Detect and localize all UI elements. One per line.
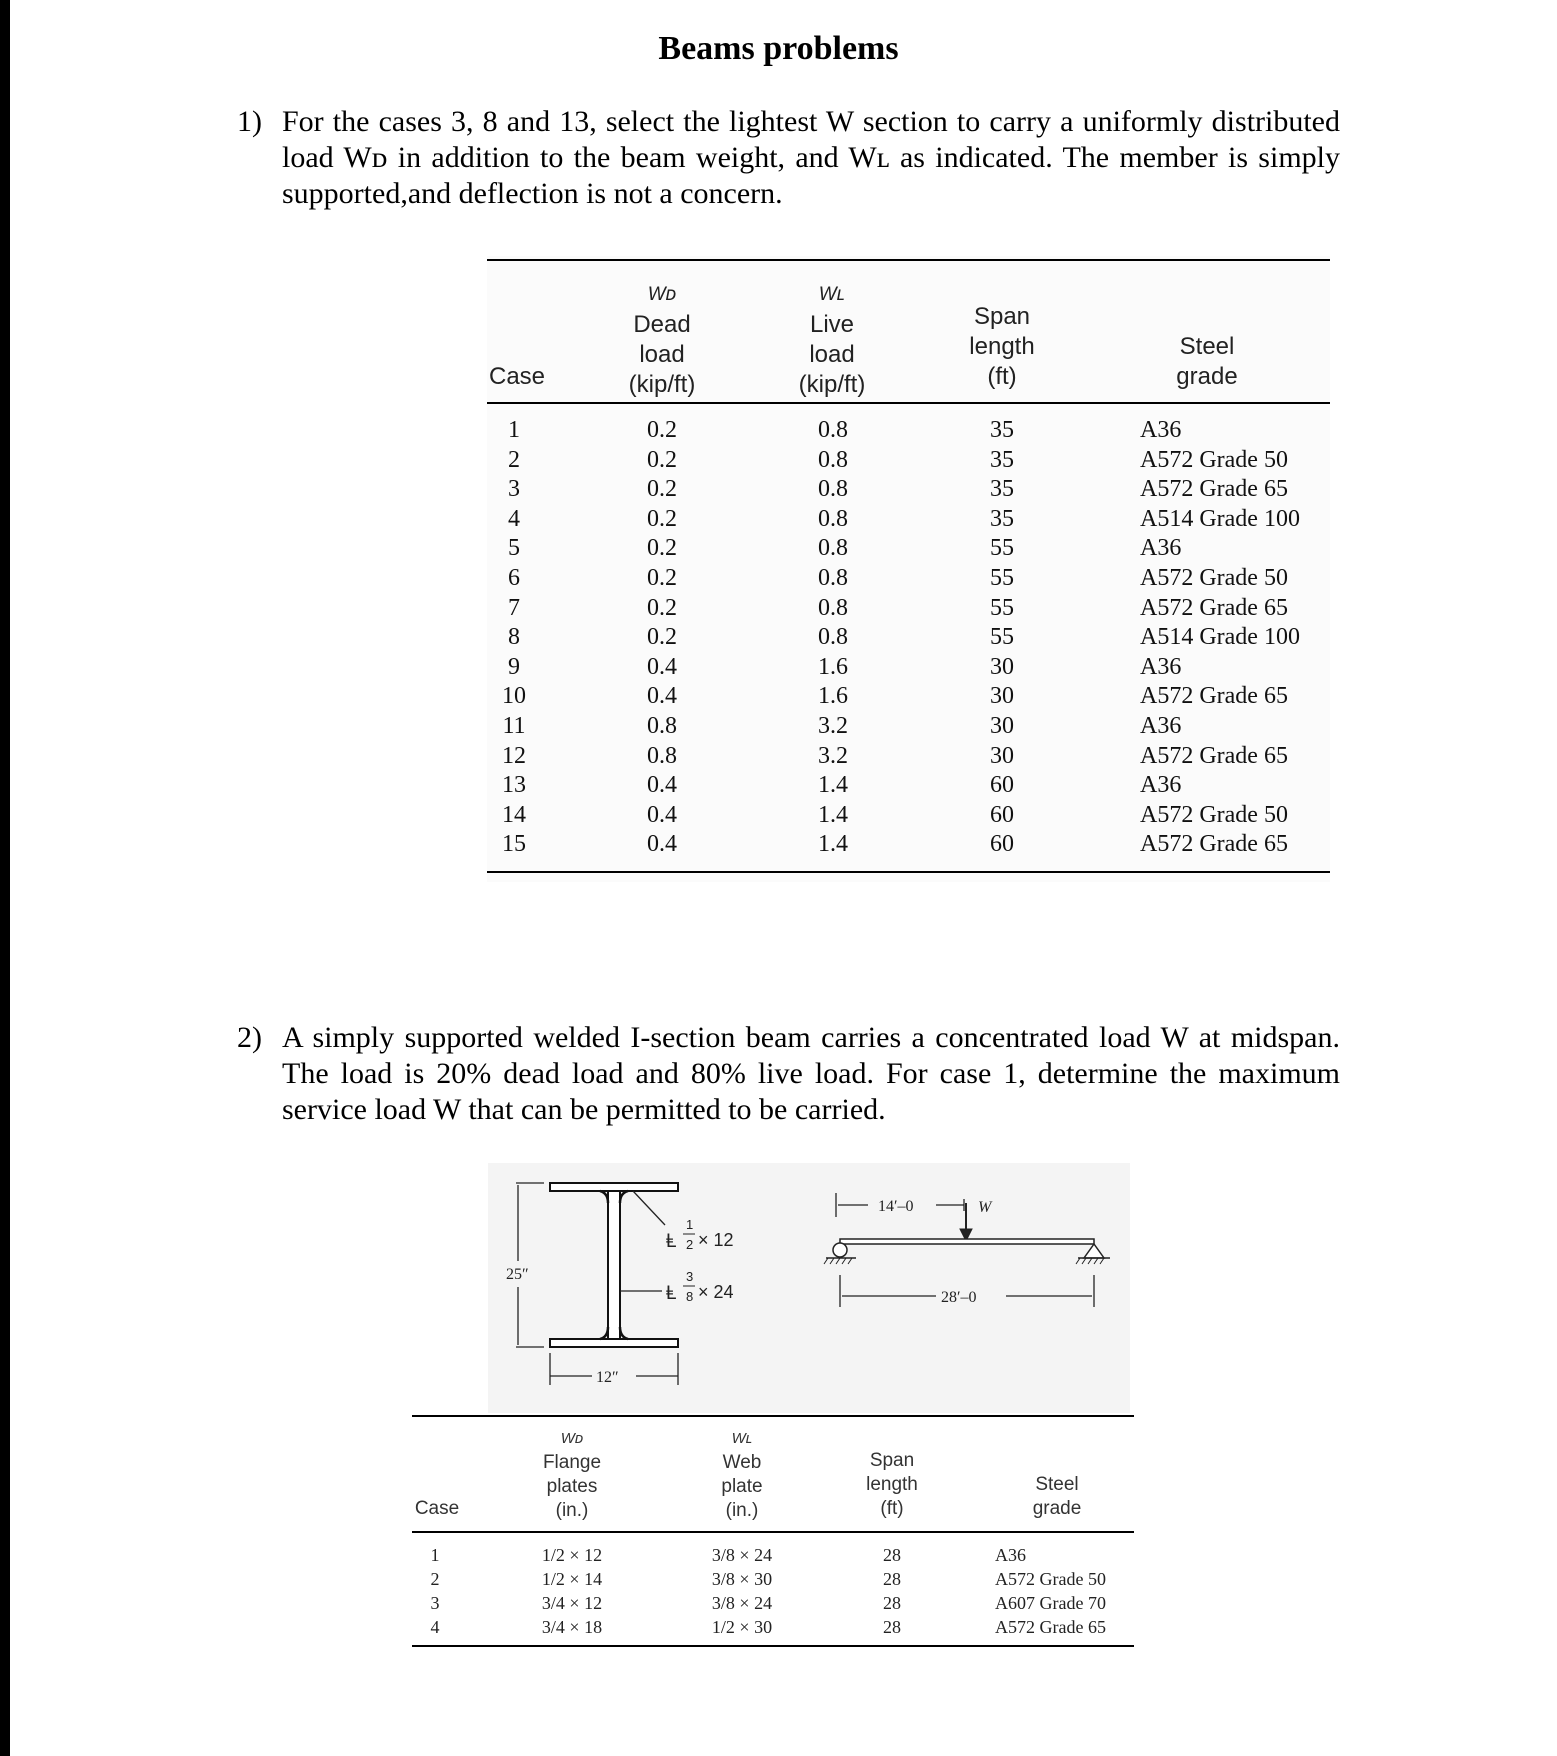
table1-cell: A572 Grade 65 [1140,476,1288,503]
table1-cell: 14 [502,801,526,828]
table1-cell: A572 Grade 65 [1140,683,1288,710]
load-label: W [978,1199,992,1216]
table-2-header-flange: Wᴅ Flange plates (in.) [532,1427,612,1523]
span-label: 28′–0 [941,1289,977,1306]
table1-cell: 0.8 [818,624,848,651]
table2-cell: 1/2 × 12 [541,1545,603,1565]
table1-cell: 0.2 [647,505,677,532]
beam-figure-svg [488,1163,1130,1413]
problem-1-number: 1) [237,105,262,138]
table2-cell: 1/2 × 30 [711,1617,773,1637]
table2-cell: 28 [883,1569,901,1589]
table-2-col-grade [995,1543,1135,1639]
table1-cell: 3 [508,476,520,503]
table1-cell: A572 Grade 50 [1140,564,1288,591]
table1-cell: 8 [508,624,520,651]
table-2-header-grade: Steel grade [1032,1474,1082,1519]
web-fraction-den: 8 [686,1289,694,1304]
bottom-flange [550,1339,678,1347]
table1-cell: 55 [990,624,1014,651]
table-1-col-case [489,416,539,860]
table2-cell: A572 Grade 65 [995,1617,1106,1637]
table1-cell: 0.2 [647,446,677,473]
table1-cell: 1.6 [818,683,848,710]
table2-cell: A607 Grade 70 [995,1593,1106,1613]
table1-cell: A572 Grade 65 [1140,831,1288,858]
table1-cell: 4 [508,505,520,532]
table1-cell: 30 [990,712,1014,739]
table2-cell: 3/4 × 18 [541,1617,603,1637]
table-2-col-case [412,1543,458,1639]
right-roller-support [1084,1244,1104,1258]
table1-cell: 30 [990,742,1014,769]
table-1-header-live-load: Wʟ Live load (kip/ft) [787,280,877,400]
web-size: × 24 [698,1282,734,1302]
table1-cell: 13 [502,772,526,799]
table-2 [412,1413,1134,1653]
table1-cell: A36 [1140,712,1182,739]
table1-cell: 0.2 [647,417,677,443]
table-1-header-grade: Steel grade [1176,333,1238,390]
flange-fraction-den: 2 [686,1237,694,1252]
table1-cell: A572 Grade 50 [1140,446,1288,473]
table1-cell: A514 Grade 100 [1140,505,1300,532]
table1-cell: 10 [502,683,526,710]
page-title: Beams problems [658,30,899,67]
table1-cell: 11 [502,712,526,739]
table1-cell: 1 [508,417,520,443]
table1-cell: 0.8 [818,594,848,621]
table1-cell: 30 [990,683,1014,710]
top-flange [550,1183,678,1191]
table-2-header-web: Wʟ Web plate (in.) [702,1427,782,1523]
table1-cell: 60 [990,831,1014,858]
flange-size: × 12 [698,1230,734,1250]
table2-cell: 3/8 × 30 [711,1569,773,1589]
i-section-dimensions [516,1183,678,1385]
table2-cell: 3/8 × 24 [711,1545,773,1565]
table1-cell: 6 [508,564,520,591]
table1-cell: 0.2 [647,594,677,621]
table-1-header-dead-load: Wᴅ Dead load (kip/ft) [617,280,707,400]
beam [840,1239,1094,1244]
table1-cell: 0.4 [647,772,677,799]
left-edge-bar [0,0,10,1756]
table1-cell: A36 [1140,535,1182,562]
table-2-col-span [867,1543,917,1639]
problem-2-number: 2) [237,1021,262,1054]
table2-cell: 28 [883,1545,901,1565]
table1-cell: 0.8 [818,535,848,562]
left-pin-support [833,1243,847,1257]
table-1-bottom-rule [487,871,1330,873]
wd-symbol: Wᴅ [647,284,677,305]
problem-1-text: For the cases 3, 8 and 13, select the lightest W section to carry a uniformly distributed load Wᴅ in addition to the beam weight, and Wʟ as indicated. The member is simply supported,and deflection is not a concern. [282,105,1340,210]
flange-leader [633,1191,665,1225]
table2-cell: 28 [883,1593,901,1613]
table1-cell: A572 Grade 50 [1140,801,1288,828]
web-plate-symbol: Ⱡ [666,1283,677,1304]
table1-cell: 0.8 [818,505,848,532]
table1-cell: 12 [502,742,526,769]
left-support-hatch [824,1258,852,1264]
table-1 [487,256,1330,882]
table1-cell: 0.2 [647,476,677,503]
half-span-label: 14′–0 [878,1198,914,1215]
table1-cell: 35 [990,446,1014,473]
table-2-bottom-rule [412,1645,1134,1647]
table1-cell: 55 [990,564,1014,591]
wl-symbol: Wʟ [818,284,846,305]
table2-cell: 28 [883,1617,901,1637]
depth-label: 25″ [506,1266,529,1283]
table1-cell: 60 [990,772,1014,799]
table1-cell: A514 Grade 100 [1140,624,1300,651]
table-2-top-rule [412,1415,1134,1417]
table-1-top-rule [487,259,1330,261]
table1-cell: 9 [508,653,520,680]
table-1-col-dead [632,416,692,860]
table1-cell: 1.6 [818,653,848,680]
table1-cell: 0.4 [647,831,677,858]
table1-cell: A572 Grade 65 [1140,594,1288,621]
table1-cell: 60 [990,801,1014,828]
table1-cell: 0.8 [647,742,677,769]
table1-cell: 7 [508,594,520,621]
table1-cell: 0.2 [647,624,677,651]
table-1-col-span [972,416,1032,860]
table1-cell: A36 [1140,772,1182,799]
table2-cell: 3/4 × 12 [541,1593,603,1613]
table2-cell: 1 [430,1545,440,1565]
table1-cell: 0.8 [818,446,848,473]
table1-cell: 5 [508,535,520,562]
table1-cell: 35 [990,505,1014,532]
table1-cell: 0.8 [647,712,677,739]
wd-symbol-2: Wᴅ [560,1430,584,1447]
table-1-header-case: Case [488,363,546,390]
table1-cell: 1.4 [818,801,848,828]
table-2-col-web [682,1543,802,1639]
width-label: 12″ [596,1369,619,1386]
flange-plate-symbol: Ⱡ [666,1231,677,1252]
web-fraction-num: 3 [686,1269,694,1284]
flange-fraction-num: 1 [686,1217,694,1232]
table1-cell: 0.4 [647,653,677,680]
table-2-header-case: Case [414,1498,460,1519]
table-1-col-live [803,416,863,860]
web-plate [608,1191,620,1339]
table-2-col-flange [512,1543,632,1639]
table1-cell: 55 [990,535,1014,562]
table1-cell: 0.8 [818,417,848,443]
table-2-header-span: Span length (ft) [866,1450,918,1519]
right-support-hatch [1076,1258,1104,1264]
table-1-header-span: Span length (ft) [969,303,1035,390]
table1-cell: A36 [1140,653,1182,680]
table1-cell: 2 [508,446,520,473]
wl-symbol-2: Wʟ [731,1430,753,1447]
table1-cell: 1.4 [818,831,848,858]
table2-cell: A572 Grade 50 [995,1569,1106,1589]
table1-cell: 55 [990,594,1014,621]
table2-cell: A36 [995,1545,1026,1565]
table1-cell: 0.4 [647,801,677,828]
table2-cell: 2 [430,1569,440,1589]
table1-cell: 15 [502,831,526,858]
table2-cell: 3/8 × 24 [711,1593,773,1613]
table2-cell: 1/2 × 14 [541,1569,603,1589]
table-1-col-grade [1140,416,1330,860]
table1-cell: A36 [1140,417,1182,443]
table1-cell: A572 Grade 65 [1140,742,1288,769]
table2-cell: 3 [430,1593,440,1613]
table-1-header-rule [487,402,1330,404]
problem-2-text: A simply supported welded I-section beam carries a concentrated load W at midspan. The load is 20% dead load and 80% live load. For case 1, determine the maximum service load W that can be permitted to be carried. [282,1021,1340,1126]
table1-cell: 1.4 [818,772,848,799]
table1-cell: 0.2 [647,564,677,591]
table1-cell: 3.2 [818,712,848,739]
table1-cell: 35 [990,417,1014,443]
table1-cell: 30 [990,653,1014,680]
table-2-header-rule [412,1531,1134,1533]
table1-cell: 35 [990,476,1014,503]
table1-cell: 0.8 [818,476,848,503]
table1-cell: 0.4 [647,683,677,710]
beam-figure [488,1163,1130,1413]
table1-cell: 0.2 [647,535,677,562]
table1-cell: 3.2 [818,742,848,769]
i-section-drawing [550,1183,678,1347]
table2-cell: 4 [430,1617,440,1637]
table1-cell: 0.8 [818,564,848,591]
